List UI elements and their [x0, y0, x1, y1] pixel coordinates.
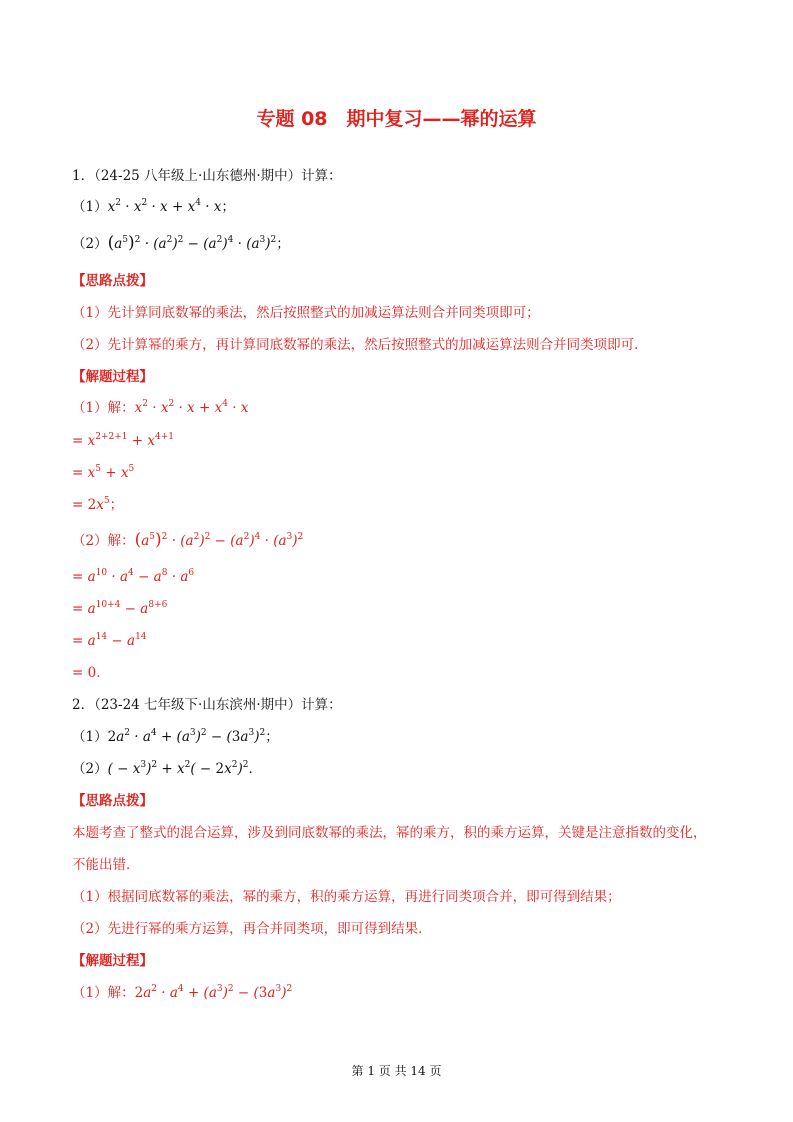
q2-hint-main-2: 不能出错．	[72, 857, 140, 873]
q2-hint-1: （1）根据同底数幂的乘法，幂的乘方，积的乘方运算，再进行同类项合并，即可得到结果；	[72, 889, 621, 905]
q2-number: 2．	[72, 697, 95, 713]
q1-sol2-line2: = $a^{10} \cdot a^4 - a^8 \cdot a^6$	[72, 568, 195, 585]
q2-sol1-line1: （1）解：$2a^2 \cdot a^4 + (a^3)^2 - (3a^3)^2$	[72, 984, 293, 1001]
q1-sol1-line4: = $2x^5$；	[72, 496, 124, 513]
page-title: 专题 08 期中复习——幂的运算	[256, 108, 537, 130]
q1-part1-problem: $(1)x^2 \cdot x^2 \cdot x + x^4 \cdot x$；	[72, 198, 235, 215]
q2-solution-heading: 【解题过程】	[72, 953, 153, 969]
q2-hint-2: （2）先进行幂的乘方运算，再合并同类项，即可得到结果．	[72, 921, 432, 937]
q1-hint-1: （1）先计算同底数幂的乘法，然后按照整式的加减运算法则合并同类项即可；	[72, 305, 540, 321]
q1-header	[72, 167, 342, 185]
q1-sol2-line3: = $a^{10+4} - a^{8+6}$	[72, 600, 168, 617]
q1-sol2-line1: （2）解：$(a^5)^2 \cdot (a^2)^2 - (a^2)^4 \cdot (a^3)^2$	[72, 530, 304, 550]
q1-sol1-line3: = $x^5 + x^5$	[72, 464, 135, 481]
q1-sol2-line4: = $a^{14} - a^{14}$	[72, 632, 147, 649]
q2-hint-main-1: 本题考查了整式的混合运算，涉及到同底数幂的乘法，幂的乘方，积的乘方运算，关键是注意指数的变化，	[72, 825, 707, 841]
q2-source: （23-24 七年级下·山东滨州·期中）计算：	[94, 697, 342, 713]
q2-part2-problem: $(2)( - x^3)^2 + x^2( - 2x^2)^2$．	[72, 760, 263, 777]
q1-sol2-line5: = 0．	[72, 665, 110, 681]
q1-solution-heading: 【解题过程】	[72, 369, 153, 385]
q2-part1-problem: $(1)2a^2 \cdot a^4 + (a^3)^2 - (3a^3)^2$；	[72, 728, 279, 745]
q1-source: （24-25 八年级上·山东德州·期中）计算：	[94, 168, 342, 184]
page-footer: 第 1 页 共 14 页	[351, 1064, 442, 1078]
q1-sol1-line1: （1）解：$x^2 \cdot x^2 \cdot x + x^4 \cdot x$	[72, 399, 249, 416]
q2-hint-heading: 【思路点拨】	[72, 793, 153, 809]
q2-header	[72, 696, 342, 714]
q1-sol1-line2: = $x^{2+2+1} + x^{4+1}$	[72, 432, 174, 449]
q1-number: 1．	[72, 168, 95, 184]
q1-hint-heading: 【思路点拨】	[72, 273, 153, 289]
q1-hint-2: （2）先计算幂的乘方，再计算同底数幂的乘法，然后按照整式的加减运算法则合并同类项即可．	[72, 337, 648, 353]
q1-part2-problem: $(2)(a^5)^2 \cdot (a^2)^2 - (a^2)^4 \cdot (a^3)^2$；	[72, 233, 290, 253]
